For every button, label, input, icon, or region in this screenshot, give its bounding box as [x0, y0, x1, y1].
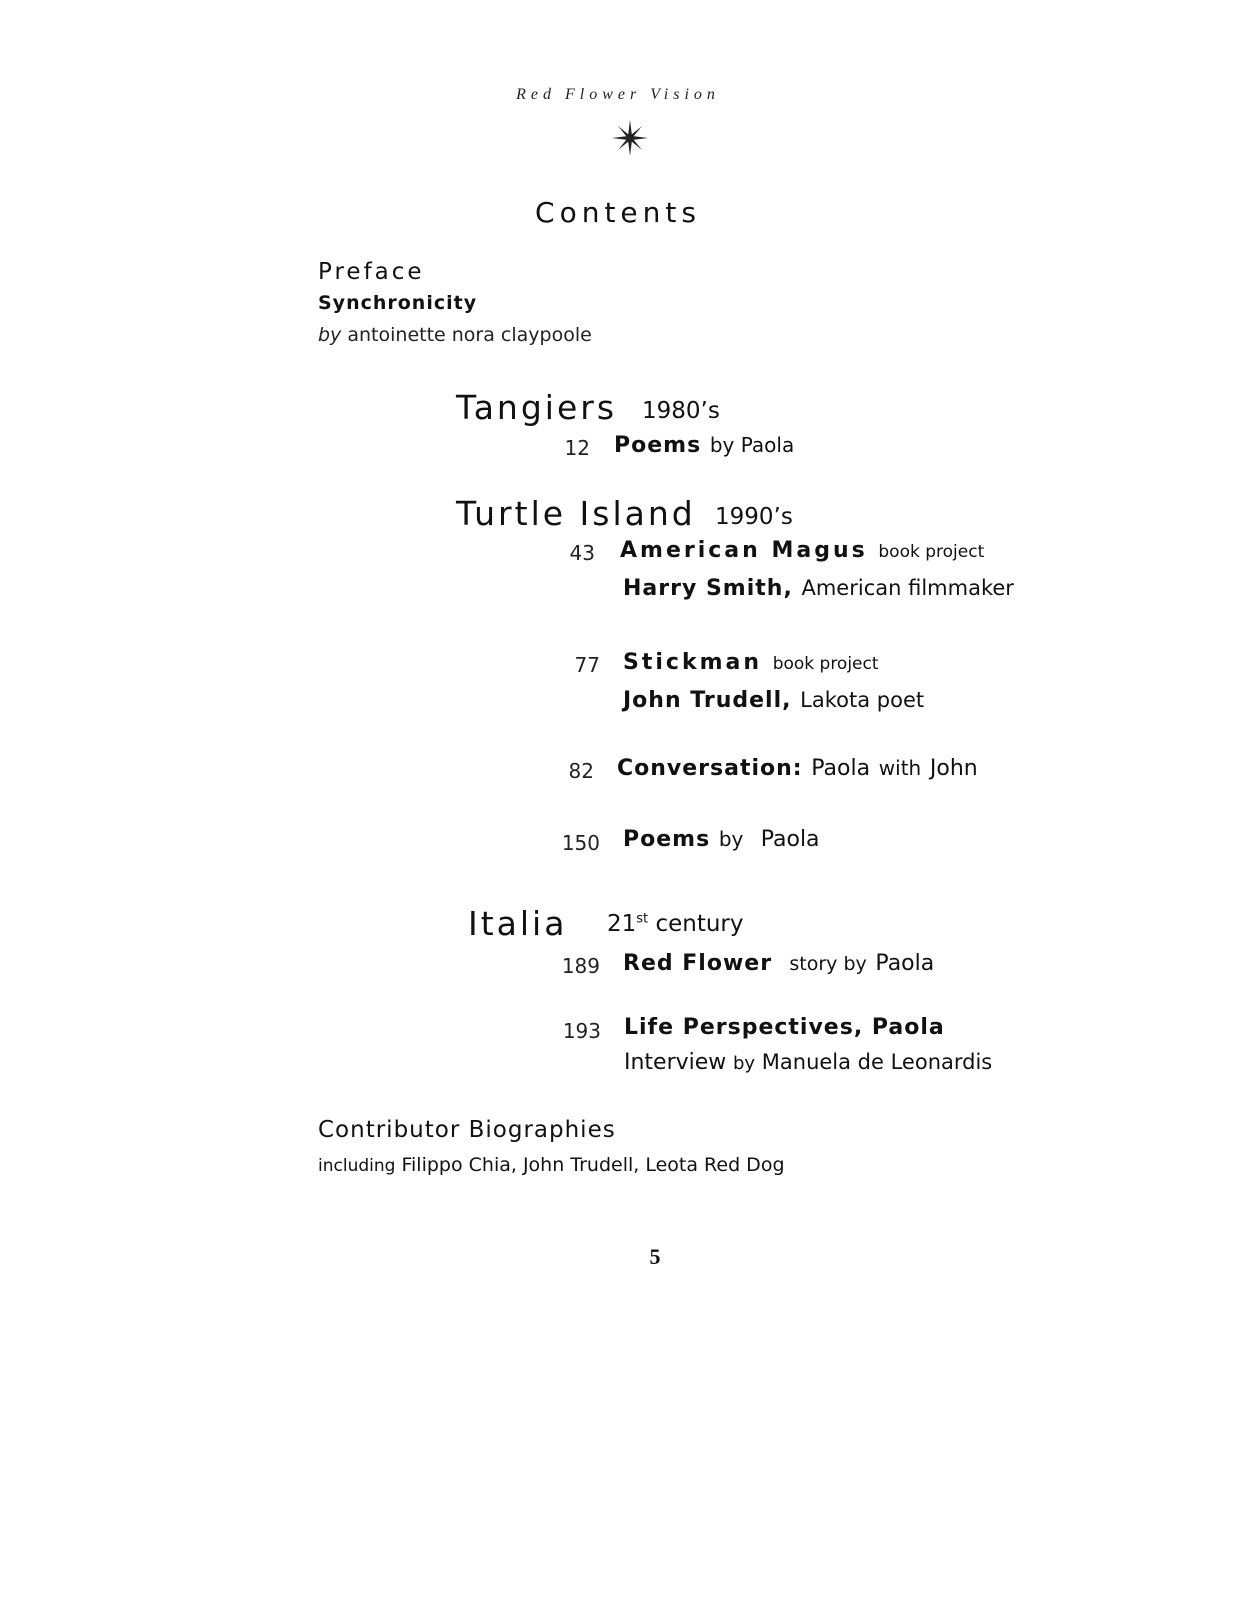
entry-author: Paola: [760, 827, 820, 852]
entry-by: by: [718, 827, 744, 851]
entry-by: by: [733, 1053, 756, 1074]
era-suffix: st: [636, 911, 649, 927]
entry-title-text: Red Flower: [623, 951, 773, 976]
person-name: Harry Smith,: [623, 576, 793, 601]
person-name: John Trudell,: [623, 688, 792, 713]
toc-page-number: 193: [562, 1019, 601, 1043]
toc-entry-title[interactable]: [623, 650, 879, 675]
entry-title-text: Conversation:: [617, 756, 803, 781]
era-number: 21: [607, 911, 637, 937]
entry-title-text: Stickman: [623, 650, 763, 675]
entry-note: book project: [772, 654, 879, 674]
preface-subtitle: Synchronicity: [318, 292, 478, 314]
toc-page-number: 189: [561, 954, 600, 978]
page-number: 5: [649, 1244, 661, 1269]
entry-title-text: Poems: [614, 433, 702, 458]
entry-author: Paola: [875, 951, 935, 976]
toc-entry-title[interactable]: [623, 827, 820, 852]
preface-author: [318, 324, 592, 346]
preface-by: by: [318, 324, 342, 346]
entry-rest: John: [929, 756, 978, 781]
entry-title-text: American Magus: [620, 538, 868, 563]
entry-with: with: [878, 756, 922, 780]
toc-page-number: 150: [561, 831, 600, 855]
person-role: American filmmaker: [801, 576, 1014, 600]
toc-page-number: 82: [568, 759, 594, 783]
entry-byline: by Paola: [709, 433, 795, 457]
preface-heading: Preface: [318, 259, 425, 285]
biographies-heading: Contributor Biographies: [318, 1117, 616, 1143]
toc-entry-title[interactable]: [614, 433, 794, 458]
entry-note: story by: [789, 953, 867, 975]
person-role: Lakota poet: [800, 688, 925, 712]
section-era-italia: [607, 911, 744, 937]
section-era-tangiers: 1980’s: [642, 398, 720, 424]
toc-entry-title[interactable]: [620, 538, 984, 563]
entry-note: book project: [878, 542, 985, 562]
toc-page-number: 77: [574, 653, 600, 677]
toc-entry-person: [623, 688, 924, 713]
entry-title-text: Poems: [623, 827, 711, 852]
entry-author: Manuela de Leonardis: [761, 1050, 993, 1074]
toc-entry-subline: [624, 1050, 992, 1075]
section-era-turtle-island: 1990’s: [715, 504, 793, 530]
page-title: Contents: [535, 196, 701, 229]
toc-page-number: 12: [564, 436, 590, 460]
section-title-turtle-island: Turtle Island: [456, 494, 696, 533]
section-title-tangiers: Tangiers: [456, 388, 618, 427]
entry-line2: Interview: [624, 1050, 727, 1075]
toc-entry-title[interactable]: [623, 951, 934, 976]
star-icon: [610, 118, 650, 158]
running-head: Red Flower Vision: [516, 86, 720, 103]
era-word: century: [655, 911, 744, 937]
toc-entry-person: [623, 576, 1014, 601]
section-title-italia: Italia: [468, 904, 568, 943]
biographies-including: including: [318, 1156, 396, 1176]
biographies-detail: [318, 1154, 785, 1176]
toc-entry-title[interactable]: [617, 756, 978, 781]
biographies-names: Filippo Chia, John Trudell, Leota Red Dog: [401, 1154, 785, 1176]
entry-rest: Paola: [811, 756, 871, 781]
preface-author-name: antoinette nora claypoole: [347, 324, 592, 346]
toc-page-number: 43: [569, 541, 595, 565]
toc-entry-title[interactable]: Life Perspectives, Paola: [624, 1015, 945, 1040]
